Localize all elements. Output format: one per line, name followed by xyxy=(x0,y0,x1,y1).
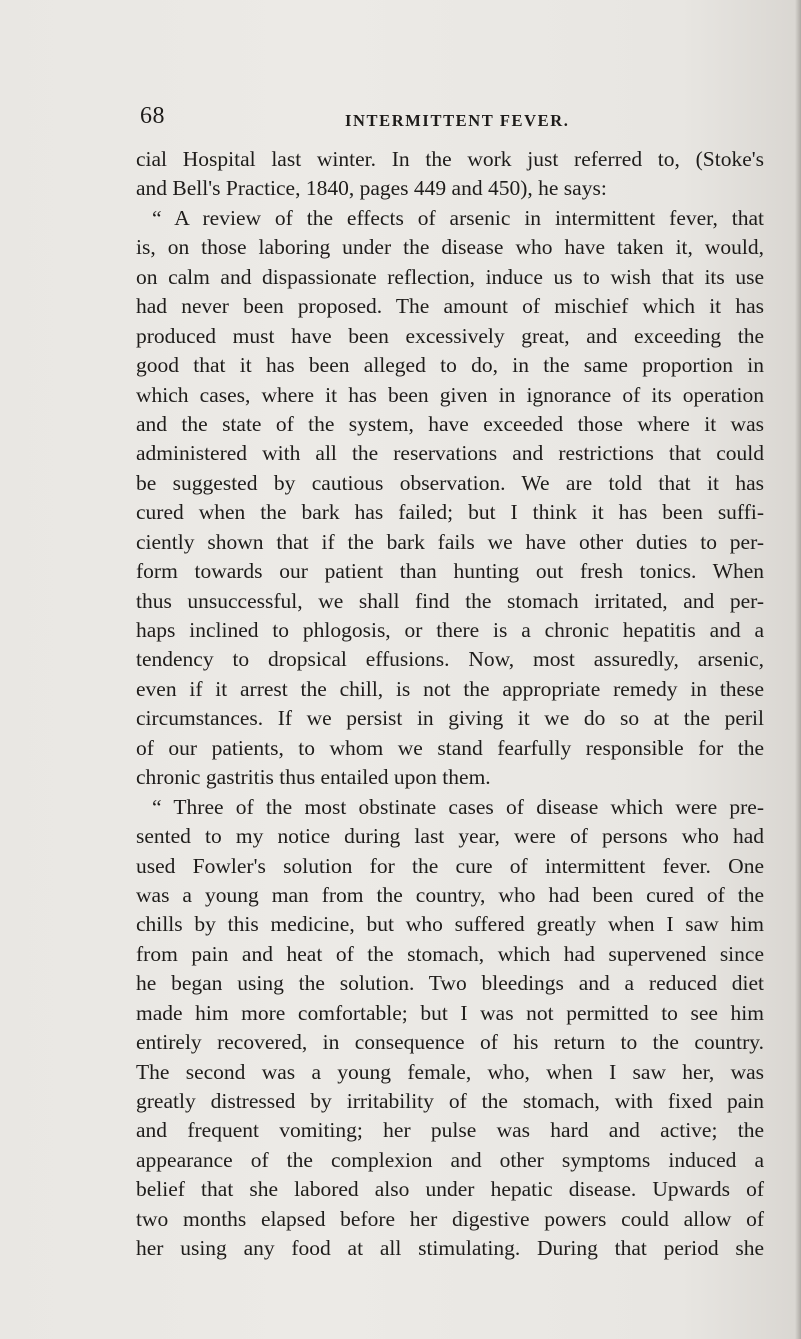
text-line: belief that she labored also under hepatic disease. Upwards of xyxy=(136,1177,764,1202)
text-line: used Fowler's solution for the cure of intermittent fever. One xyxy=(136,853,764,878)
text-line: which cases, where it has been given in ignorance of its operation xyxy=(136,382,764,407)
text-line: “ A review of the effects of arsenic in intermittent fever, that xyxy=(152,205,764,230)
text-line: greatly distressed by irritability of the stomach, with fixed pain xyxy=(136,1089,764,1113)
text-line: cial Hospital last winter. In the work just referred to, (Stoke's xyxy=(136,147,764,171)
text-line: administered with all the reservations and restrictions that could xyxy=(136,441,764,466)
text-line: The second was a young female, who, when I saw her, was xyxy=(136,1059,764,1084)
text-line: form towards our patient than hunting out fresh tonics. When xyxy=(136,559,764,584)
text-line: and Bell's Practice, 1840, pages 449 and 450), he says: xyxy=(136,176,607,201)
text-line: chills by this medicine, but who suffered greatly when I saw him xyxy=(136,912,764,937)
text-line: had never been proposed. The amount of mischief which it has xyxy=(136,294,764,319)
text-line: ciently shown that if the bark fails we have other duties to per- xyxy=(136,529,764,554)
text-line: sented to my notice during last year, were of persons who had xyxy=(136,824,764,849)
text-line: is, on those laboring under the disease who have taken it, would, xyxy=(136,235,764,260)
text-line: tendency to dropsical effusions. Now, most assuredly, arsenic, xyxy=(136,647,764,672)
text-line: made him more comfortable; but I was not permitted to see him xyxy=(136,1000,764,1025)
text-line: be suggested by cautious observation. We are told that it has xyxy=(136,470,764,495)
body-text xyxy=(136,145,764,1264)
text-line: chronic gastritis thus entailed upon them. xyxy=(136,765,491,790)
text-line: haps inclined to phlogosis, or there is a chronic hepatitis and a xyxy=(136,618,764,642)
text-line: produced must have been excessively great, and exceeding the xyxy=(136,323,764,348)
text-line: appearance of the complexion and other symptoms induced a xyxy=(136,1147,764,1172)
text-line: her using any food at all stimulating. During that period she xyxy=(136,1236,764,1261)
text-line: and the state of the system, have exceeded those where it was xyxy=(136,411,764,436)
text-line: cured when the bark has failed; but I think it has been suffi- xyxy=(136,500,764,525)
running-head: INTERMITTENT FEVER. xyxy=(345,111,570,130)
page-edge-shadow xyxy=(795,0,801,1339)
text-line: was a young man from the country, who had been cured of the xyxy=(136,882,764,907)
text-line: entirely recovered, in consequence of his return to the country. xyxy=(136,1030,764,1055)
text-line: from pain and heat of the stomach, which had supervened since xyxy=(136,941,764,966)
text-line: thus unsuccessful, we shall find the stomach irritated, and per- xyxy=(136,588,764,613)
text-line: on calm and dispassionate reflection, induce us to wish that its use xyxy=(136,264,764,289)
text-line: he began using the solution. Two bleedings and a reduced diet xyxy=(136,971,764,996)
text-line: “ Three of the most obstinate cases of disease which were pre- xyxy=(152,794,764,819)
page-header xyxy=(140,103,760,133)
text-line: and frequent vomiting; her pulse was hard and active; the xyxy=(136,1118,764,1143)
text-line: good that it has been alleged to do, in the same proportion in xyxy=(136,353,764,378)
page-number: 68 xyxy=(140,103,165,129)
text-line: two months elapsed before her digestive powers could allow of xyxy=(136,1206,764,1231)
text-line: circumstances. If we persist in giving it we do so at the peril xyxy=(136,706,764,731)
text-line: even if it arrest the chill, is not the appropriate remedy in these xyxy=(136,676,764,701)
text-line: of our patients, to whom we stand fearfully responsible for the xyxy=(136,735,764,760)
